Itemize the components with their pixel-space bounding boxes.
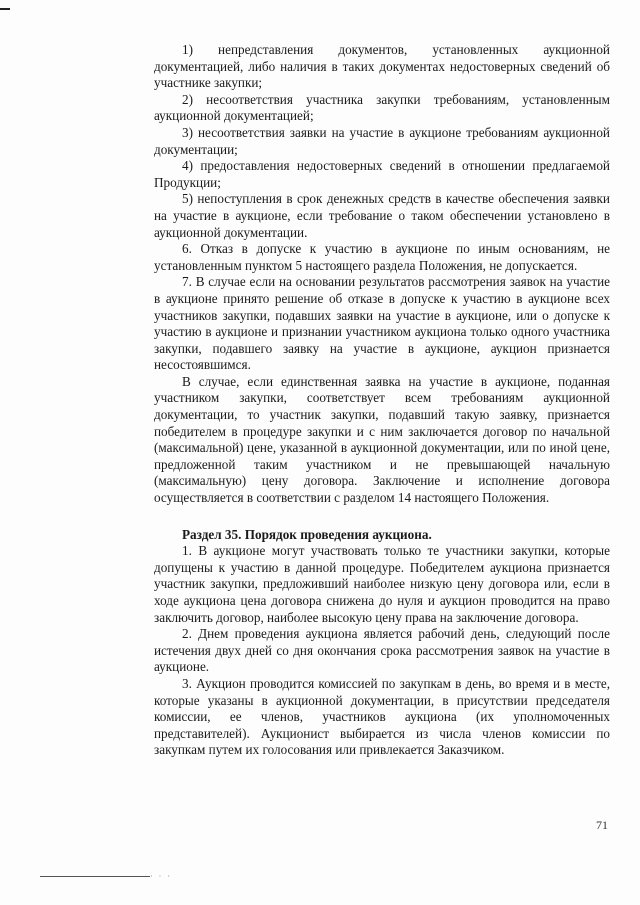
footer-rule <box>40 876 150 877</box>
paragraph: 2. Днем проведения аукциона является рабочий день, следующий после истечения двух дней со дня окончания срока рассмотрения заявок на участие в аукционе. <box>154 626 610 675</box>
page-number: 71 <box>596 818 608 832</box>
paragraph: 3) несоответствия заявки на участие в аукционе требованиям аукционной документации; <box>154 124 610 157</box>
document-body <box>154 42 610 759</box>
paragraph: 1) непредставления документов, установленных аукционной документацией, либо наличия в таких документах недостоверных сведений об участнике закупки; <box>154 42 610 91</box>
paragraph: 6. Отказ в допуске к участию в аукционе по иным основаниям, не установленным пунктом 5 настоящего раздела Положения, не допускается. <box>154 241 610 273</box>
scan-corner-mark <box>0 8 10 10</box>
paragraph: В случае, если единственная заявка на участие в аукционе, поданная участником закупки, соответствует всем требованиям аукционной документации, то участник закупки, подавший такую заявку, признается победителем в процедуре закупки и с ним заключается договор по начальной (максимальной) цене, указанной в аукционной документации, или по иной цене, предложенной таким участником и не превышающей начальную (максимальную) цену договора. Заключение и исполнение договора осуществляется в соответствии с разделом 14 настоящего Положения. <box>154 373 610 506</box>
footer-scan-marks: · · · <box>150 872 172 881</box>
paragraph: 3. Аукцион проводится комиссией по закупкам в день, во время и в месте, которые указаны в аукционной документации, в присутствии председателя комиссии, ее членов, участников аукциона (их уполномоченных представителей). Аукционист выбирается из числа членов комиссии по закупкам путем их голосования или привлекается Заказчиком. <box>154 675 610 758</box>
section-gap <box>154 507 610 527</box>
paragraph: 7. В случае если на основании результатов рассмотрения заявок на участие в аукционе принято решение об отказе в допуске к участию в аукционе всех участников закупки, подавших заявки на участие в аукционе, или о допуске к участию в аукционе и признании участником аукциона только одного участника закупки, подавшего заявку на участие в аукционе, аукцион признается несостоявшимся. <box>154 274 610 373</box>
paragraph: 5) непоступления в срок денежных средств в качестве обеспечения заявки на участие в аукционе, если требование о таком обеспечении установлено в аукционной документации. <box>154 191 610 240</box>
section-heading: Раздел 35. Порядок проведения аукциона. <box>182 526 432 542</box>
paragraph: 2) несоответствия участника закупки требованиям, установленным аукционной документацией; <box>154 91 610 124</box>
paragraph: 1. В аукционе могут участвовать только те участники закупки, которые допущены к участию в данной процедуре. Победителем аукциона признается участник закупки, предложивший наиболее низкую цену договора или, если в ходе аукциона цена договора снижена до нуля и аукцион проводится на право заключить договор, наиболее высокую цену права на заключение договора. <box>154 543 610 625</box>
paragraph: 4) предоставления недостоверных сведений в отношении предлагаемой Продукции; <box>154 158 610 190</box>
